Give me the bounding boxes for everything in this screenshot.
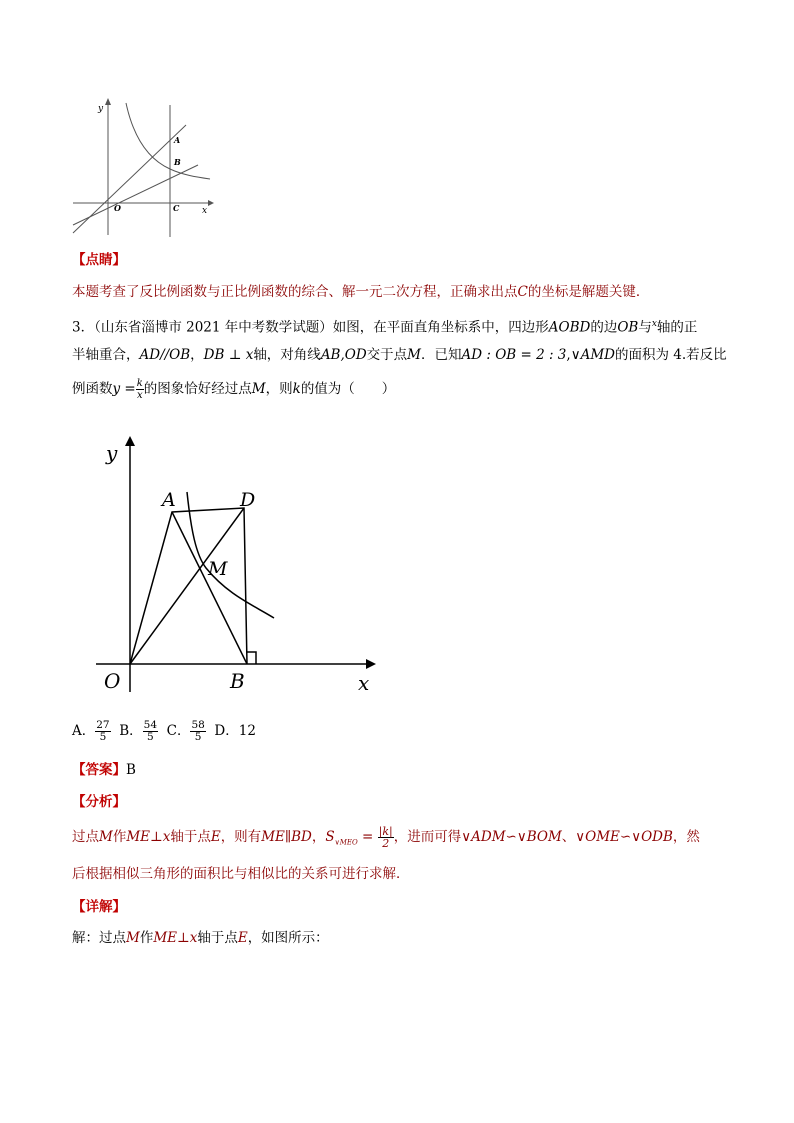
graph2-label-a: A [162,489,176,511]
hyperbola-curve [126,103,210,179]
q3-l2-d: 交于点 [366,347,408,363]
graph1-label-b: B [174,157,181,167]
detail-me-perp: ME⊥x [153,930,198,946]
q3-ab-od: AB,OD [320,347,367,363]
graph2-label-b: B [230,669,245,693]
q3-l1-a: 3．（山东省淄博市 2021 年中考数学试题）如图，在平面直角坐标系中，四边形 [72,319,549,336]
choice-c-num: 58 [191,719,205,731]
q3-fraction [136,378,144,401]
dianjing-text-post: 的坐标是解题关键． [527,284,650,300]
detail-l1-b: 作 [139,930,154,946]
x-axis-arrow [366,659,376,669]
q3-frac-den: x [136,390,143,401]
graph2-x-label: x [358,671,370,695]
analysis-m: M [99,829,113,845]
detail-heading: 【详解】 [72,899,126,915]
q3-l2-a: 半轴重合， [72,347,140,363]
analysis-frac-num: |k| [378,825,393,838]
detail-m: M [126,930,140,946]
analysis-me-par: ME∥BD [261,829,312,845]
q3-l1-d: 轴的正 [656,319,698,336]
quadrilateral-graph [88,430,388,700]
q3-l2-e: ．已知 [421,347,462,363]
graph2-label-o: O [104,669,121,693]
graph1-y-label: y [98,104,104,114]
analysis-l1-b: 作 [112,829,127,845]
q3-l3-m: M [251,381,266,397]
choice-c-den: 5 [194,731,202,743]
analysis-line-1 [72,822,700,858]
dianjing-text [72,282,649,302]
right-angle-mark [247,652,256,664]
choice-b[interactable] [119,719,158,743]
graph1-x-label: x [202,206,208,216]
q3-ratio: AD : OB = 2 : 3 [461,347,567,363]
choice-a-den: 5 [99,731,107,743]
diagonal-od [130,508,244,664]
detail-l1-d: ，如图所示： [247,930,329,946]
q3-l1-b: 的边 [590,319,618,336]
analysis-l1-f: ，进而可得 [393,829,462,845]
q3-y-eq: y = [112,381,136,397]
detail-e: E [237,930,248,946]
answer-heading: 【答案】 [72,762,126,778]
choice-c-letter: C． [166,723,191,739]
q3-m: M [407,347,421,363]
q3-l3-d: 的值为（ ） [300,381,396,397]
q3-l3-a: 例函数 [72,381,113,397]
q3-l3-c: ，则 [265,381,293,397]
choice-b-num: 54 [143,719,158,731]
dianjing-var-c: C [517,284,528,300]
q3-db-perp: DB ⊥ x [203,347,254,363]
graph2-y-label: y [106,441,118,465]
analysis-s: S [325,829,335,845]
q3-ob: OB [617,319,639,336]
analysis-sim1: ∨ADM∽∨BOM [461,829,562,845]
answer-line [72,760,136,780]
q3-aobd: AOBD [548,319,591,336]
choice-d[interactable] [214,723,256,739]
q3-l1-c: 与 [638,319,652,336]
q3-l2-g: 的面积为 4.若反比 [614,347,727,363]
choice-d-value: 12 [238,723,256,739]
choice-a[interactable] [72,719,111,743]
q3-ad-ob: AD//OB [139,347,191,363]
q3-l3-b: 的图象恰好经过点 [143,381,252,397]
detail-line-1 [72,928,329,948]
q3-l2-b: ， [190,347,204,363]
analysis-l1-h: ，然 [672,829,700,845]
analysis-heading: 【分析】 [72,794,126,810]
dianjing-heading: 【点睛】 [72,252,126,268]
hyperbola-line-graph [68,95,218,240]
y-axis-arrow [105,98,111,105]
analysis-me-perp: ME⊥x [126,829,171,845]
q3-tri: ∨AMD [570,347,615,363]
analysis-eq: = [357,829,378,845]
analysis-l1-c: 轴于点 [170,829,211,845]
analysis-s-sub: ∨MEO [334,838,358,847]
line-ob [73,165,198,225]
q3-frac-num: k [136,378,143,389]
analysis-fraction [378,826,394,849]
diagonal-ab [172,512,247,664]
detail-l1-c: 轴于点 [197,930,238,946]
analysis-line-2: 后根据相似三角形的面积比与相似比的关系可进行求解． [72,866,410,882]
q3-line-2 [72,345,727,365]
choice-b-letter: B． [119,723,143,739]
graph2-label-d: D [240,489,256,511]
q3-l2-c: 轴，对角线 [253,347,321,363]
answer-value: B [126,762,136,778]
x-axis-arrow [208,200,214,206]
choice-b-den: 5 [146,731,154,743]
analysis-l1-d: ，则有 [220,829,262,845]
q3-line-1 [72,314,697,338]
graph1-label-o: O [114,203,121,213]
detail-l1-a: 解：过点 [72,930,126,946]
analysis-l1-e: ， [311,829,326,845]
graph2-label-m: M [208,558,228,580]
graph1-label-c: C [173,203,180,213]
choice-d-letter: D． [214,723,239,739]
y-axis-arrow [125,436,135,446]
q3-l3-k: k [292,381,301,397]
choice-a-letter: A． [72,723,96,739]
analysis-frac-den: 2 [382,837,390,850]
analysis-sim2: ∨OME∽∨ODB [575,829,673,845]
choice-a-num: 27 [96,719,110,731]
graph1-label-a: A [174,135,181,145]
choice-c[interactable] [166,719,206,743]
analysis-l1-g: 、 [561,829,576,845]
choices-row [72,716,256,746]
analysis-e: E [210,829,221,845]
q3-l2-f: , [566,347,571,363]
analysis-l1-a: 过点 [72,829,99,845]
q3-line-3 [72,375,395,403]
q3-x: x [651,319,657,329]
dianjing-text-pre: 本题考查了反比例函数与正比例函数的综合、解一元二次方程，正确求出点 [72,284,518,300]
